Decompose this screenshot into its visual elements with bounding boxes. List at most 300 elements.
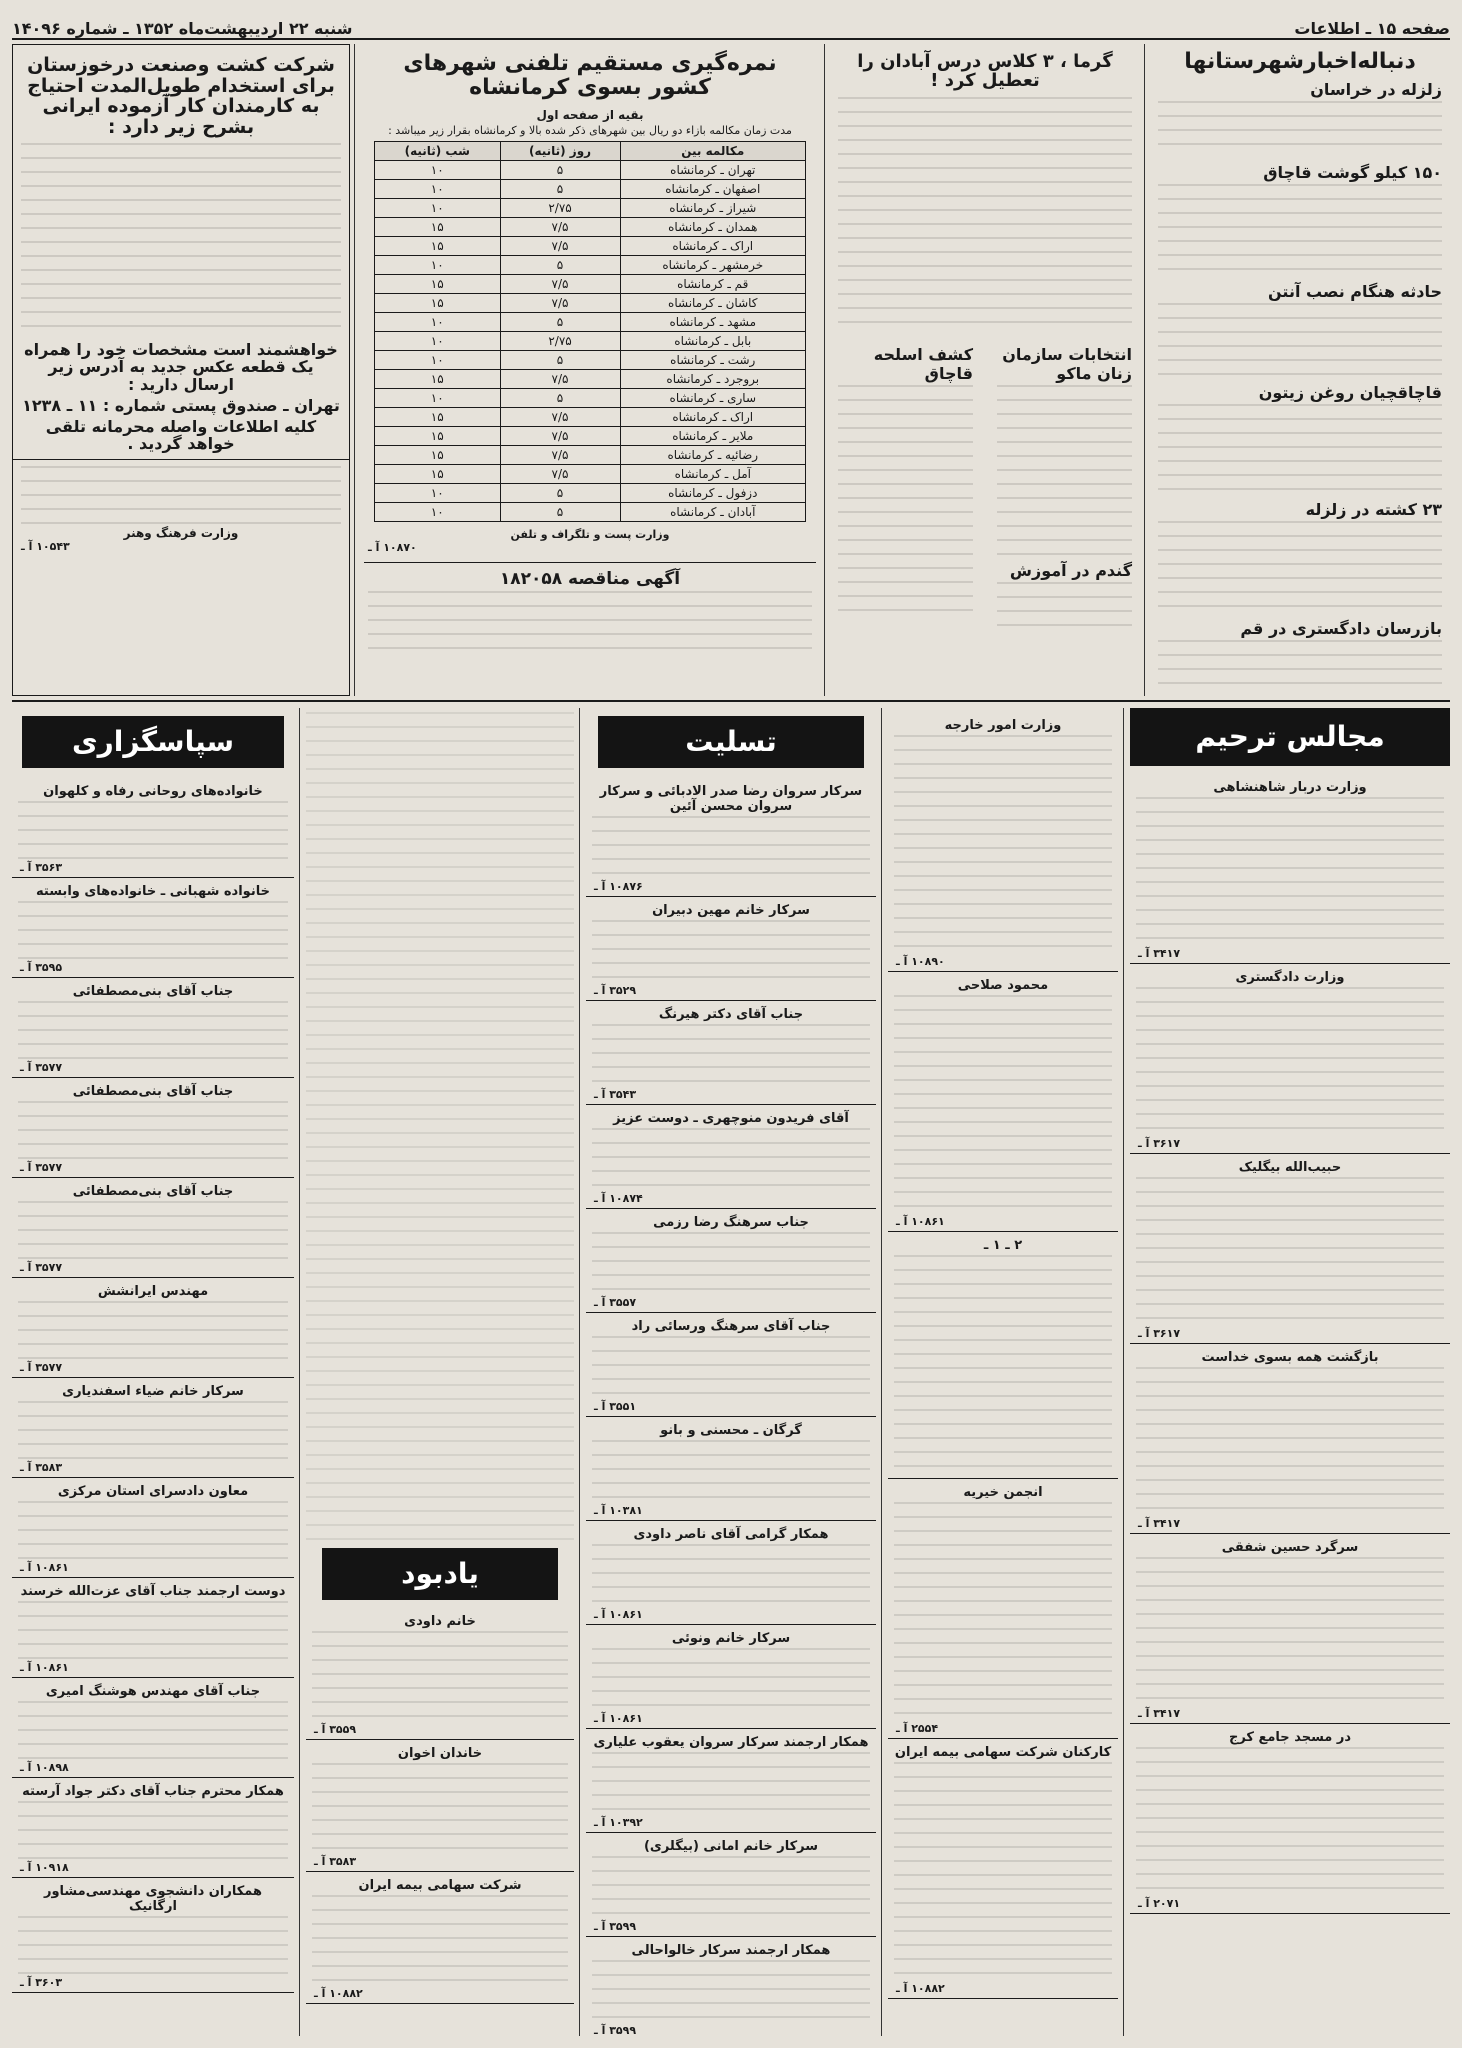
notice-title: خانواده‌های روحانی رفاه و کلهوان [43, 784, 263, 799]
notice-title: سرکار خانم مهین دبیران [652, 903, 810, 918]
night-seconds-cell: ۱۵ [375, 236, 501, 255]
tender-text [368, 591, 812, 657]
notice-title: جناب آقای بنی‌مصطفائی [72, 984, 234, 999]
ad-reference: ۳۵۷۷ آ ـ [20, 1061, 63, 1074]
day-seconds-cell: ۷/۵ [500, 274, 620, 293]
notice-text [894, 995, 1112, 1215]
ad-reference: ۳۵۹۵ آ ـ [20, 961, 63, 974]
news-text [1158, 101, 1442, 157]
day-seconds-cell: ۵ [500, 255, 620, 274]
ad-reference: ۳۵۷۷ آ ـ [20, 1261, 63, 1274]
day-seconds-cell: ۷/۵ [500, 293, 620, 312]
notice-text [592, 1232, 870, 1296]
route-cell: کاشان ـ کرمانشاه [620, 293, 805, 312]
night-seconds-cell: ۱۵ [375, 426, 501, 445]
masthead [12, 12, 1450, 40]
table-row [375, 198, 806, 217]
notice-text [894, 1502, 1112, 1722]
notice-item [586, 1215, 876, 1313]
ad-reference: ۳۴۱۷ آ ـ [1138, 1517, 1181, 1530]
table-row [375, 312, 806, 331]
notice-title: بازگشت همه بسوی خداست [1201, 1350, 1379, 1365]
notice-text [894, 1762, 1112, 1982]
night-seconds-cell: ۱۵ [375, 445, 501, 464]
memorial-column-2 [888, 708, 1118, 2036]
table-row [375, 388, 806, 407]
notice-item [586, 1943, 876, 2036]
notice-title: معاون دادسرای استان مرکزی [57, 1484, 249, 1499]
day-seconds-cell: ۷/۵ [500, 217, 620, 236]
notice-title: جناب آقای دکتر هیرنگ [658, 1007, 804, 1022]
ad-reference: ۳۵۸۳ آ ـ [20, 1461, 63, 1474]
notice-title: جناب آقای بنی‌مصطفائی [72, 1184, 234, 1199]
ad-reference: ۱۰۸۸۲ آ ـ [314, 1987, 363, 2000]
phone-dialing-headline: نمره‌گیری مستقیم تلفنی شهرهای کشور بسوی کرمانشاه [403, 51, 777, 100]
recruitment-address: تهران ـ صندوق پستی شماره : ۱۱ ـ ۱۲۳۸ [22, 395, 340, 415]
remembrance-banner-text: یادبود [401, 1557, 479, 1590]
ad-reference: ۱۰۵۴۳ آ ـ [21, 539, 70, 553]
notice-title: همکار گرامی آقای ناصر داودی [633, 1527, 829, 1542]
night-seconds-cell: ۱۵ [375, 369, 501, 388]
notice-title: وزارت دربار شاهنشاهی [1213, 780, 1367, 795]
olive-oil-smugglers-headline: قاچاقچیان روغن زیتون [1258, 382, 1442, 402]
notice-title: همکار محترم جناب آقای دکتر جواد آرسته [22, 1784, 284, 1799]
table-row [375, 407, 806, 426]
notice-text [312, 1631, 568, 1723]
column-rule [1144, 44, 1145, 696]
memorial-banner-text: مجالس ترحیم [1195, 720, 1385, 753]
notice-item [12, 784, 294, 878]
culture-ministry: وزارت فرهنگ وهنر [123, 525, 239, 540]
ad-reference: ۳۵۷۷ آ ـ [20, 1361, 63, 1374]
ad-reference: ۱۰۸۹۸ آ ـ [20, 1761, 69, 1774]
notice-text [18, 1916, 288, 1976]
notice-text [1136, 1747, 1444, 1897]
ad-reference: ۱۰۸۶۱ آ ـ [594, 1712, 643, 1725]
ad-reference: ۱۰۸۶۱ آ ـ [594, 1608, 643, 1621]
remembrance-top [306, 712, 574, 1542]
night-seconds-cell: ۱۵ [375, 464, 501, 483]
column-rule [354, 44, 355, 696]
column-rule [579, 708, 580, 2036]
notice-text [18, 1601, 288, 1661]
ad-reference: ۱۰۸۸۲ آ ـ [896, 1982, 945, 1995]
remembrance-column [306, 708, 574, 2036]
news-text [838, 97, 1132, 333]
night-seconds-cell: ۱۰ [375, 255, 501, 274]
notice-title: انجمن خیریه [963, 1485, 1043, 1500]
news-text [1158, 303, 1442, 377]
continued-note: بقیه از صفحه اول [536, 107, 644, 122]
day-seconds-cell: ۷/۵ [500, 445, 620, 464]
day-seconds-cell: ۷/۵ [500, 369, 620, 388]
notice-item [888, 1745, 1118, 1999]
notice-title: حبیب‌الله بیگلیک [1238, 1160, 1342, 1175]
notice-text [18, 1301, 288, 1361]
table-row [375, 331, 806, 350]
day-seconds-cell: ۵ [500, 160, 620, 179]
night-seconds-cell: ۱۰ [375, 483, 501, 502]
memorial-banner [1130, 708, 1450, 766]
table-caption: مدت زمان مکالمه بازاء دو ریال بین شهرهای ذکر شده بالا و کرمانشاه بقرار زیر میباشد : [388, 123, 792, 137]
notice-item [12, 984, 294, 1078]
ministry-footnote: وزارت پست و تلگراف و تلفن [510, 527, 670, 541]
day-seconds-cell: ۷/۵ [500, 464, 620, 483]
ad-reference: ۳۶۱۷ آ ـ [1138, 1137, 1181, 1150]
notice-text [592, 1648, 870, 1712]
notice-item [12, 1384, 294, 1478]
notice-title: کارکنان شرکت سهامی بیمه ایران [894, 1745, 1112, 1760]
notice-item [1130, 1350, 1450, 1534]
column-rule [824, 44, 825, 696]
notice-title: محمود صلاحی [957, 978, 1049, 993]
notice-item [306, 1746, 574, 1872]
night-seconds-cell: ۱۰ [375, 350, 501, 369]
news-text [838, 385, 973, 621]
notice-text [18, 1001, 288, 1061]
notice-title: سرگرد حسین شفقی [1221, 1540, 1359, 1555]
notice-title: در مسجد جامع کرج [1228, 1730, 1352, 1745]
night-seconds-cell: ۱۰ [375, 502, 501, 521]
ad-reference: ۳۵۵۹ آ ـ [314, 1723, 357, 1736]
memorial-list [1130, 774, 1450, 1914]
route-cell: آمل ـ کرمانشاه [620, 464, 805, 483]
table-row [375, 179, 806, 198]
night-seconds-cell: ۱۰ [375, 198, 501, 217]
thanks-list [12, 778, 294, 1993]
ad-reference: ۳۵۷۷ آ ـ [20, 1161, 63, 1174]
notice-title: همکار ارجمند سرکار خالواحالی [631, 1943, 831, 1958]
night-seconds-cell: ۱۰ [375, 312, 501, 331]
section-divider [12, 700, 1450, 702]
notice-text [312, 1763, 568, 1855]
thanks-banner [22, 716, 284, 768]
recruitment-confidential: کلیه اطلاعات واصله محرمانه تلقی خواهد گردید . [45, 417, 317, 454]
phone-dialing-article [360, 44, 820, 696]
notice-item [12, 1284, 294, 1378]
route-cell: ملایر ـ کرمانشاه [620, 426, 805, 445]
table-row [375, 502, 806, 521]
notice-item [888, 1485, 1118, 1739]
rate-table-wrap [374, 141, 806, 522]
notice-item [586, 903, 876, 1001]
ad-reference: ۲۰۷۱ آ ـ [1138, 1897, 1181, 1910]
notice-title: ۲ ـ ۱ ـ [983, 1238, 1023, 1253]
notice-title: وزارت دادگستری [1235, 970, 1345, 985]
notice-text [1136, 1367, 1444, 1517]
arms-headline: کشف اسلحه قاچاق [873, 344, 973, 383]
notice-text [592, 1128, 870, 1192]
table-row [375, 464, 806, 483]
notice-title: شرکت سهامی بیمه ایران [358, 1878, 522, 1893]
header-route: مکالمه بین [620, 141, 805, 160]
thanks-column [12, 708, 294, 2036]
news-text [1158, 404, 1442, 494]
ad-reference: ۳۵۸۳ آ ـ [314, 1855, 357, 1868]
notice-text [312, 1895, 568, 1987]
notice-title: جناب آقای مهندس هوشنگ امیری [45, 1684, 261, 1699]
notice-item [1130, 1730, 1450, 1914]
rate-table-body [375, 160, 806, 521]
condolence-column [586, 708, 876, 2036]
notice-text [18, 1101, 288, 1161]
notice-item [586, 1319, 876, 1417]
notice-text [894, 1255, 1112, 1475]
notice-text [18, 801, 288, 861]
notice-item [1130, 1160, 1450, 1344]
route-cell: تهران ـ کرمانشاه [620, 160, 805, 179]
notice-text [592, 920, 870, 984]
ad-reference: ۳۵۲۹ آ ـ [594, 984, 637, 997]
abadan-headline: گرما ، ۳ کلاس درس آبادان را تعطیل کرد ! [857, 51, 1113, 92]
local-news-column [830, 44, 1140, 696]
night-seconds-cell: ۱۵ [375, 293, 501, 312]
day-seconds-cell: ۵ [500, 483, 620, 502]
route-cell: شیراز ـ کرمانشاه [620, 198, 805, 217]
ad-reference: ۱۰۳۹۲ آ ـ [594, 1816, 643, 1829]
condolence-banner-text: تسلیت [685, 725, 777, 758]
notice-item [586, 1527, 876, 1625]
table-row [375, 445, 806, 464]
route-cell: اراک ـ کرمانشاه [620, 407, 805, 426]
notice-item [12, 1584, 294, 1678]
notice-text [18, 1401, 288, 1461]
day-seconds-cell: ۷/۵ [500, 426, 620, 445]
quake-headline: زلزله در خراسان [1310, 79, 1442, 99]
notice-item [12, 1484, 294, 1578]
route-cell: آبادان ـ کرمانشاه [620, 502, 805, 521]
notice-text [18, 901, 288, 961]
day-seconds-cell: ۲/۷۵ [500, 198, 620, 217]
night-seconds-cell: ۱۰ [375, 388, 501, 407]
day-seconds-cell: ۲/۷۵ [500, 331, 620, 350]
header-day: روز (ثانیه) [500, 141, 620, 160]
notice-title: همکاران دانشجوی مهندسی‌مشاور ارگانیک [43, 1884, 263, 1914]
notice-item [888, 718, 1118, 972]
notice-item [12, 1884, 294, 1993]
notice-item [306, 1614, 574, 1740]
notice-item [1130, 970, 1450, 1154]
notice-item [1130, 1540, 1450, 1724]
ad-reference: ۳۵۹۹ آ ـ [594, 2024, 637, 2036]
recruitment-contact: خواهشمند است مشخصات خود را همراه یک قطعه عکس جدید به آدرس زیر ارسال دارید : [24, 340, 338, 394]
route-cell: اصفهان ـ کرمانشاه [620, 179, 805, 198]
notice-title: جناب سرهنگ رضا رزمی [653, 1215, 809, 1230]
page-number: صفحه ۱۵ ـ اطلاعات [1294, 19, 1450, 38]
ad-reference: ۳۵۶۳ آ ـ [20, 861, 63, 874]
notice-text [592, 1856, 870, 1920]
notice-item [12, 1184, 294, 1278]
notice-item [586, 784, 876, 897]
notice-text [18, 1201, 288, 1261]
ad-reference: ۱۰۸۷۶ آ ـ [594, 880, 643, 893]
notice-item [1130, 780, 1450, 964]
ad-reference: ۳۴۱۷ آ ـ [1138, 947, 1181, 960]
ad-reference: ۱۰۸۷۰ آ ـ [368, 540, 417, 554]
night-seconds-cell: ۱۵ [375, 274, 501, 293]
notice-title: سرکار خانم ونوئی [671, 1631, 791, 1646]
notice-title: وزارت امور خارجه [944, 718, 1062, 733]
culture-ministry-notice [21, 466, 341, 526]
notice-title: خاندان اخوان [397, 1746, 483, 1761]
notice-item [12, 1684, 294, 1778]
table-row [375, 236, 806, 255]
notice-title: همکار ارجمند سرکار سروان یعقوب علیاری [593, 1735, 869, 1750]
night-seconds-cell: ۱۰ [375, 331, 501, 350]
remembrance-banner [322, 1548, 558, 1600]
ad-reference: ۳۵۴۳ آ ـ [594, 1088, 637, 1101]
inspectors-headline: بازرسان دادگستری در قم [1240, 618, 1442, 638]
ad-reference: ۳۵۵۱ آ ـ [594, 1400, 637, 1413]
column-rule [1123, 708, 1124, 2036]
notice-text [18, 1801, 288, 1861]
recruitment-details [21, 143, 341, 333]
notice-item [306, 1878, 574, 2004]
notice-text [592, 1440, 870, 1504]
ad-reference: ۱۰۸۶۱ آ ـ [20, 1561, 69, 1574]
notice-text [18, 1701, 288, 1761]
ad-reference: ۱۰۹۱۸ آ ـ [20, 1861, 69, 1874]
top-section [12, 44, 1450, 696]
route-cell: مشهد ـ کرمانشاه [620, 312, 805, 331]
news-text [997, 385, 1132, 555]
ad-reference: ۱۰۸۹۰ آ ـ [896, 955, 945, 968]
notice-item [888, 978, 1118, 1232]
ad-reference: ۳۴۱۷ آ ـ [1138, 1707, 1181, 1720]
notice-text [1136, 797, 1444, 947]
condolence-banner [598, 716, 864, 768]
remembrance-list [306, 1608, 574, 2004]
table-row [375, 255, 806, 274]
meat-smuggling-headline: ۱۵۰ کیلو گوشت قاچاق [1263, 162, 1442, 182]
notice-text [592, 1752, 870, 1816]
notice-item [586, 1735, 876, 1833]
route-cell: بابل ـ کرمانشاه [620, 331, 805, 350]
notice-title: جناب آقای بنی‌مصطفائی [72, 1084, 234, 1099]
ad-reference: ۳۵۵۷ آ ـ [594, 1296, 637, 1309]
column-rule [299, 708, 300, 2036]
ad-reference: ۳۵۹۹ آ ـ [594, 1920, 637, 1933]
day-seconds-cell: ۵ [500, 179, 620, 198]
notice-title: مهندس ایرانشش [97, 1284, 209, 1299]
provincial-news-title: دنباله‌اخبارشهرستانها [1184, 49, 1416, 74]
header-night: شب (ثانیه) [375, 141, 501, 160]
night-seconds-cell: ۱۰ [375, 179, 501, 198]
memorial-column [1130, 708, 1450, 2036]
notice-text [894, 735, 1112, 955]
notice-title: سرکار سروان رضا صدر الادبائی و سرکار سروان محسن آئین [599, 784, 863, 814]
ad-reference: ۱۰۸۷۴ آ ـ [594, 1192, 643, 1205]
notice-text [592, 816, 870, 880]
notice-item [12, 884, 294, 978]
news-text [1158, 640, 1442, 696]
news-text [1158, 521, 1442, 613]
notice-item [586, 1631, 876, 1729]
table-row [375, 483, 806, 502]
wheat-headline: گندم در آموزش [1009, 560, 1132, 580]
news-text [997, 582, 1132, 628]
thanks-banner-text: سپاسگزاری [71, 725, 235, 758]
notice-title: خانواده شهبانی ـ خانواده‌های وابسته [36, 884, 270, 899]
notice-item [586, 1423, 876, 1521]
night-seconds-cell: ۱۵ [375, 407, 501, 426]
tender-headline: آگهی مناقصه ۱۸۲۰۵۸ [499, 568, 681, 589]
notice-title: گرگان ـ محسنی و بانو [660, 1423, 802, 1438]
table-row [375, 426, 806, 445]
day-seconds-cell: ۷/۵ [500, 407, 620, 426]
notice-title: آقای فریدون منوچهری ـ دوست عزیز [613, 1111, 849, 1126]
route-cell: همدان ـ کرمانشاه [620, 217, 805, 236]
table-row [375, 274, 806, 293]
notice-text [592, 1024, 870, 1088]
notice-text [592, 1544, 870, 1608]
notice-item [586, 1839, 876, 1937]
recruitment-ad-frame [12, 44, 350, 696]
day-seconds-cell: ۷/۵ [500, 236, 620, 255]
route-cell: اراک ـ کرمانشاه [620, 236, 805, 255]
table-row [375, 350, 806, 369]
day-seconds-cell: ۵ [500, 502, 620, 521]
notice-title: دوست ارجمند جناب آقای عزت‌الله خرسند [20, 1584, 286, 1599]
provincial-news-column [1150, 44, 1450, 696]
night-seconds-cell: ۱۰ [375, 160, 501, 179]
table-header-row [375, 141, 806, 160]
notice-text [1136, 1557, 1444, 1707]
antenna-accident-headline: حادثه هنگام نصب آنتن [1268, 281, 1442, 301]
notice-title: خانم داودی [404, 1614, 476, 1629]
condolence-list [586, 778, 876, 2036]
column-rule [881, 708, 882, 2036]
rate-table [374, 141, 806, 522]
notice-item [586, 1007, 876, 1105]
route-cell: بروجرد ـ کرمانشاه [620, 369, 805, 388]
notice-item [12, 1084, 294, 1178]
recruitment-ad [12, 44, 350, 696]
notice-item [12, 1784, 294, 1878]
route-cell: دزفول ـ کرمانشاه [620, 483, 805, 502]
issue-date: شنبه ۲۲ اردیبهشت‌ماه ۱۳۵۲ ـ شماره ۱۴۰۹۶ [12, 19, 353, 38]
ad-reference: ۱۰۸۶۱ آ ـ [896, 1215, 945, 1228]
route-cell: ساری ـ کرمانشاه [620, 388, 805, 407]
notice-text [592, 1960, 870, 2024]
day-seconds-cell: ۵ [500, 312, 620, 331]
table-row [375, 293, 806, 312]
ad-reference: ۲۵۵۴ آ ـ [896, 1722, 939, 1735]
notice-title: سرکار خانم ضیاء اسفندیاری [62, 1384, 244, 1399]
ad-reference: ۳۶۱۷ آ ـ [1138, 1327, 1181, 1340]
route-cell: رضائیه ـ کرمانشاه [620, 445, 805, 464]
quake-deaths-headline: ۲۳ کشته در زلزله [1305, 499, 1442, 519]
notice-text [18, 1501, 288, 1561]
day-seconds-cell: ۵ [500, 388, 620, 407]
notice-text [1136, 987, 1444, 1137]
route-cell: رشت ـ کرمانشاه [620, 350, 805, 369]
ad-reference: ۱۰۸۶۱ آ ـ [20, 1661, 69, 1674]
night-seconds-cell: ۱۵ [375, 217, 501, 236]
ad-reference: ۱۰۳۸۱ آ ـ [594, 1504, 643, 1517]
notice-text [1136, 1177, 1444, 1327]
notice-text [592, 1336, 870, 1400]
route-cell: خرمشهر ـ کرمانشاه [620, 255, 805, 274]
ad-reference: ۳۶۰۳ آ ـ [20, 1976, 63, 1989]
table-row [375, 217, 806, 236]
notice-title: جناب آقای سرهنگ ورسائی راد [631, 1319, 831, 1334]
news-text [1158, 184, 1442, 276]
route-cell: قم ـ کرمانشاه [620, 274, 805, 293]
recruitment-headline: شرکت کشت وصنعت درخوزستان برای استخدام طویل‌المدت احتیاج به کارمندان کار آزموده ایرانی بشرح زیر دارد : [27, 54, 335, 138]
notice-item [586, 1111, 876, 1209]
notice-title: سرکار خانم امانی (بیگلری) [643, 1839, 819, 1854]
